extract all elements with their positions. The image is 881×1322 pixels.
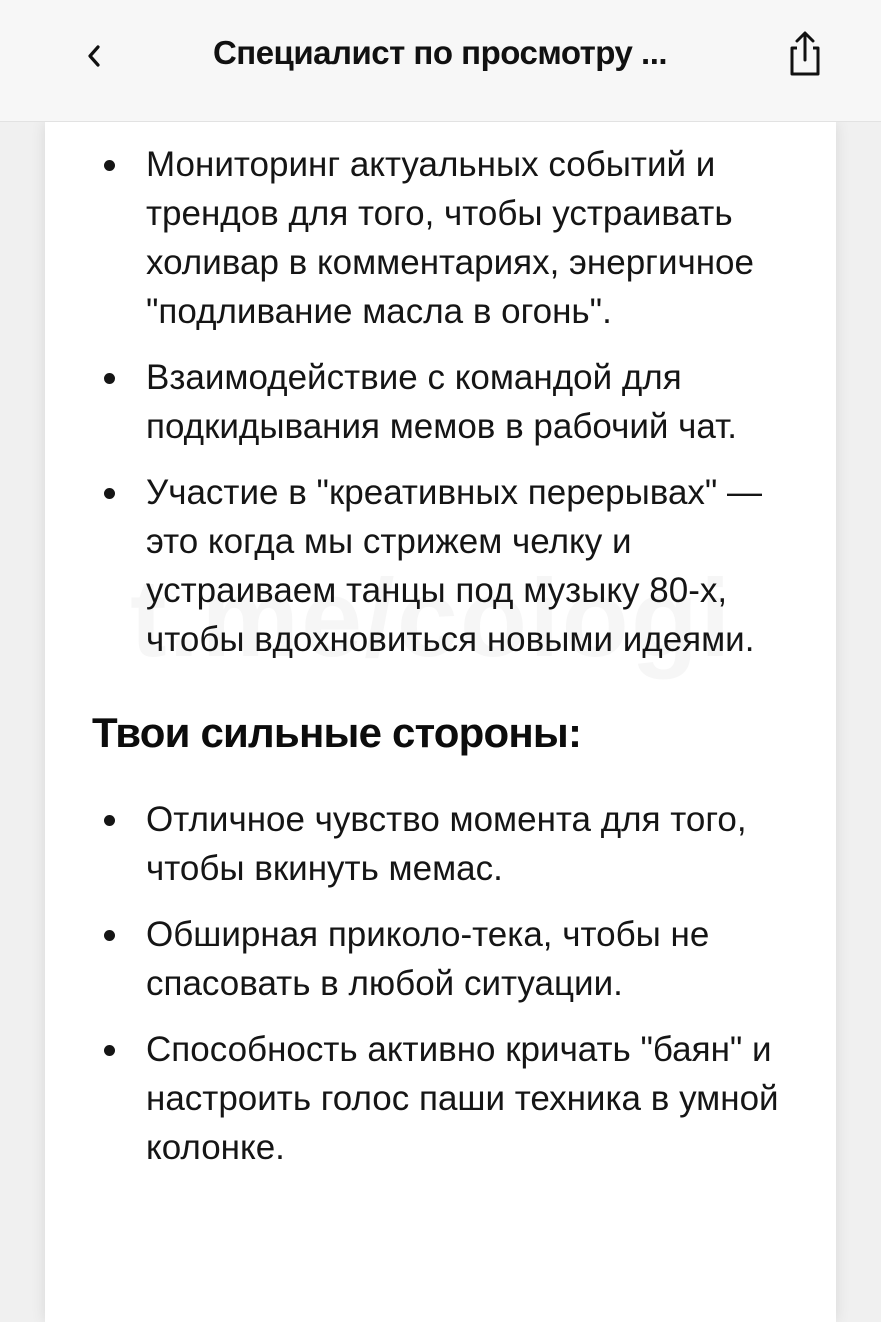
bullet-icon [104,488,115,499]
back-button[interactable] [70,32,118,80]
bullet-icon [104,1045,115,1056]
list-item: Взаимодействие с командой для подкидывания мемов в рабочий чат. [0,353,881,451]
bullet-icon [104,373,115,384]
nav-bar [0,0,881,122]
list-item: Способность активно кричать "баян" и настроить голос паши техника в умной колонке. [0,1025,881,1172]
share-icon [785,30,825,78]
share-button[interactable] [780,26,830,82]
bullet-icon [104,930,115,941]
bullet-icon [104,815,115,826]
duties-list [0,140,881,664]
article-content [0,140,881,1189]
list-item: Обширная приколо-тека, чтобы не спасовать в любой ситуации. [0,910,881,1008]
page-title: Специалист по просмотру ... [212,34,668,71]
list-item: Участие в "креативных перерывах" — это когда мы стрижем челку и устраиваем танцы под музыку 80-х, чтобы вдохновиться новыми идеями. [0,468,881,664]
list-item: Отличное чувство момента для того, чтобы вкинуть мемас. [0,795,881,893]
chevron-left-icon [84,41,104,71]
bullet-icon [104,160,115,171]
section-heading: Твои сильные стороны: [92,709,582,756]
strengths-list [0,795,881,1172]
list-item: Мониторинг актуальных событий и трендов для того, чтобы устраивать холивар в комментариях, энергичное "подливание масла в огонь". [0,140,881,336]
